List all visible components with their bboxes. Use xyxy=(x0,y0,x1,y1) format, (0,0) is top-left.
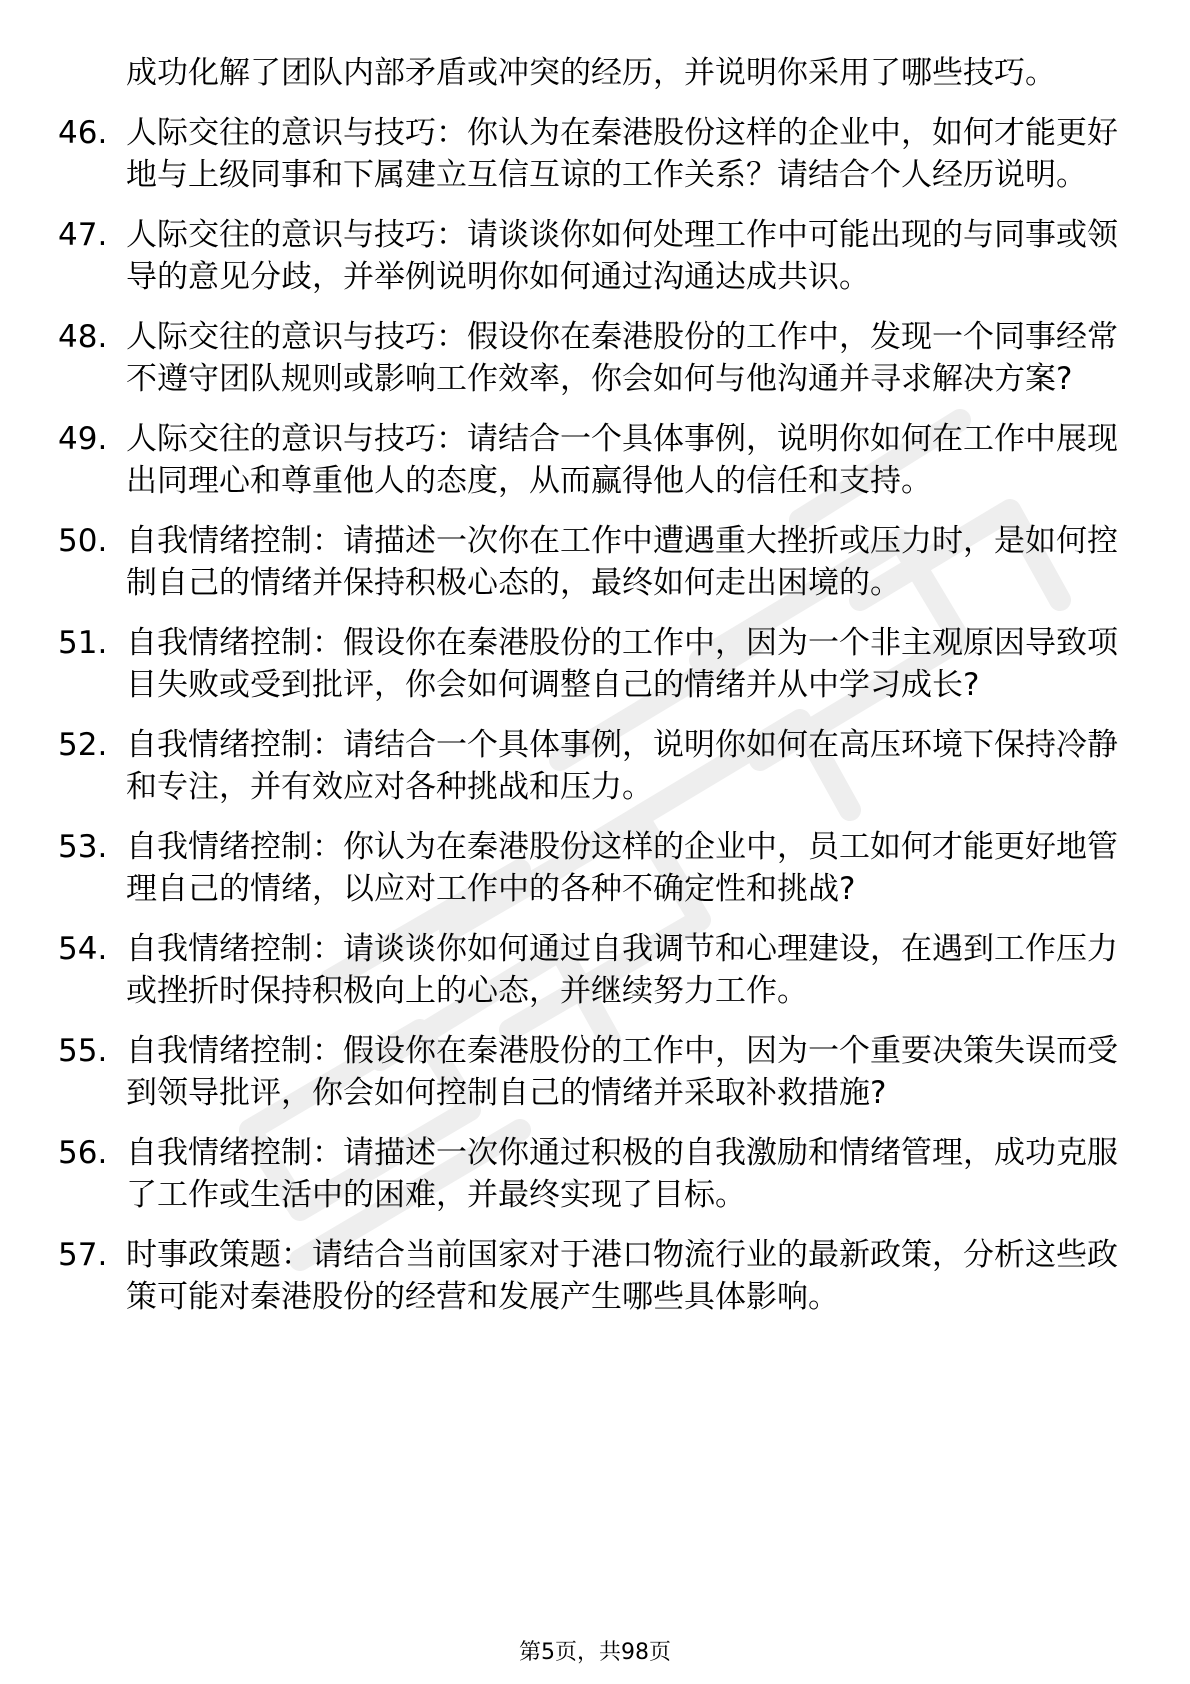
item-number: 57. xyxy=(58,1237,108,1273)
item-number: 56. xyxy=(58,1135,108,1171)
item-text: 自我情绪控制：请结合一个具体事例，说明你如何在高压环境下保持冷静和专注，并有效应对各种挑战和压力。 xyxy=(126,727,1118,805)
list-item xyxy=(58,1132,1138,1216)
item-text: 自我情绪控制：请谈谈你如何通过自我调节和心理建设，在遇到工作压力或挫折时保持积极向上的心态，并继续努力工作。 xyxy=(126,931,1118,1009)
item-text: 人际交往的意识与技巧：你认为在秦港股份这样的企业中，如何才能更好地与上级同事和下属建立互信互谅的工作关系？请结合个人经历说明。 xyxy=(126,115,1118,193)
item-text: 成功化解了团队内部矛盾或冲突的经历，并说明你采用了哪些技巧。 xyxy=(126,55,1056,91)
item-text: 人际交往的意识与技巧：假设你在秦港股份的工作中，发现一个同事经常不遵守团队规则或影响工作效率，你会如何与他沟通并寻求解决方案? xyxy=(126,319,1118,397)
item-text: 时事政策题：请结合当前国家对于港口物流行业的最新政策，分析这些政策可能对秦港股份的经营和发展产生哪些具体影响。 xyxy=(126,1237,1118,1315)
list-item xyxy=(58,928,1138,1012)
item-text: 人际交往的意识与技巧：请谈谈你如何处理工作中可能出现的与同事或领导的意见分歧，并举例说明你如何通过沟通达成共识。 xyxy=(126,217,1118,295)
list-item xyxy=(58,1030,1138,1114)
list-item xyxy=(58,724,1138,808)
page-number: 第5页，共98页 xyxy=(519,1640,671,1665)
item-number: 54. xyxy=(58,931,108,967)
item-number: 53. xyxy=(58,829,108,865)
item-text: 自我情绪控制：假设你在秦港股份的工作中，因为一个重要决策失误而受到领导批评，你会如何控制自己的情绪并采取补救措施? xyxy=(126,1033,1118,1111)
list-item xyxy=(58,622,1138,706)
item-number: 51. xyxy=(58,625,108,661)
item-text: 自我情绪控制：请描述一次你在工作中遭遇重大挫折或压力时，是如何控制自己的情绪并保持积极心态的，最终如何走出困境的。 xyxy=(126,523,1118,601)
list-item xyxy=(58,52,1138,94)
list-item xyxy=(58,418,1138,502)
item-number: 49. xyxy=(58,421,108,457)
list-item xyxy=(58,316,1138,400)
list-item xyxy=(58,214,1138,298)
item-text: 自我情绪控制：请描述一次你通过积极的自我激励和情绪管理，成功克服了工作或生活中的困难，并最终实现了目标。 xyxy=(126,1135,1118,1213)
item-number: 50. xyxy=(58,523,108,559)
item-text: 自我情绪控制：你认为在秦港股份这样的企业中，员工如何才能更好地管理自己的情绪，以应对工作中的各种不确定性和挑战? xyxy=(126,829,1118,907)
list-item xyxy=(58,1234,1138,1318)
item-number: 46. xyxy=(58,115,108,151)
item-text: 人际交往的意识与技巧：请结合一个具体事例，说明你如何在工作中展现出同理心和尊重他人的态度，从而赢得他人的信任和支持。 xyxy=(126,421,1118,499)
item-text: 自我情绪控制：假设你在秦港股份的工作中，因为一个非主观原因导致项目失败或受到批评，你会如何调整自己的情绪并从中学习成长? xyxy=(126,625,1118,703)
list-item xyxy=(58,826,1138,910)
item-number: 55. xyxy=(58,1033,108,1069)
question-list xyxy=(58,52,1138,1336)
item-number: 47. xyxy=(58,217,108,253)
list-item xyxy=(58,112,1138,196)
item-number: 48. xyxy=(58,319,108,355)
item-number: 52. xyxy=(58,727,108,763)
list-item xyxy=(58,520,1138,604)
